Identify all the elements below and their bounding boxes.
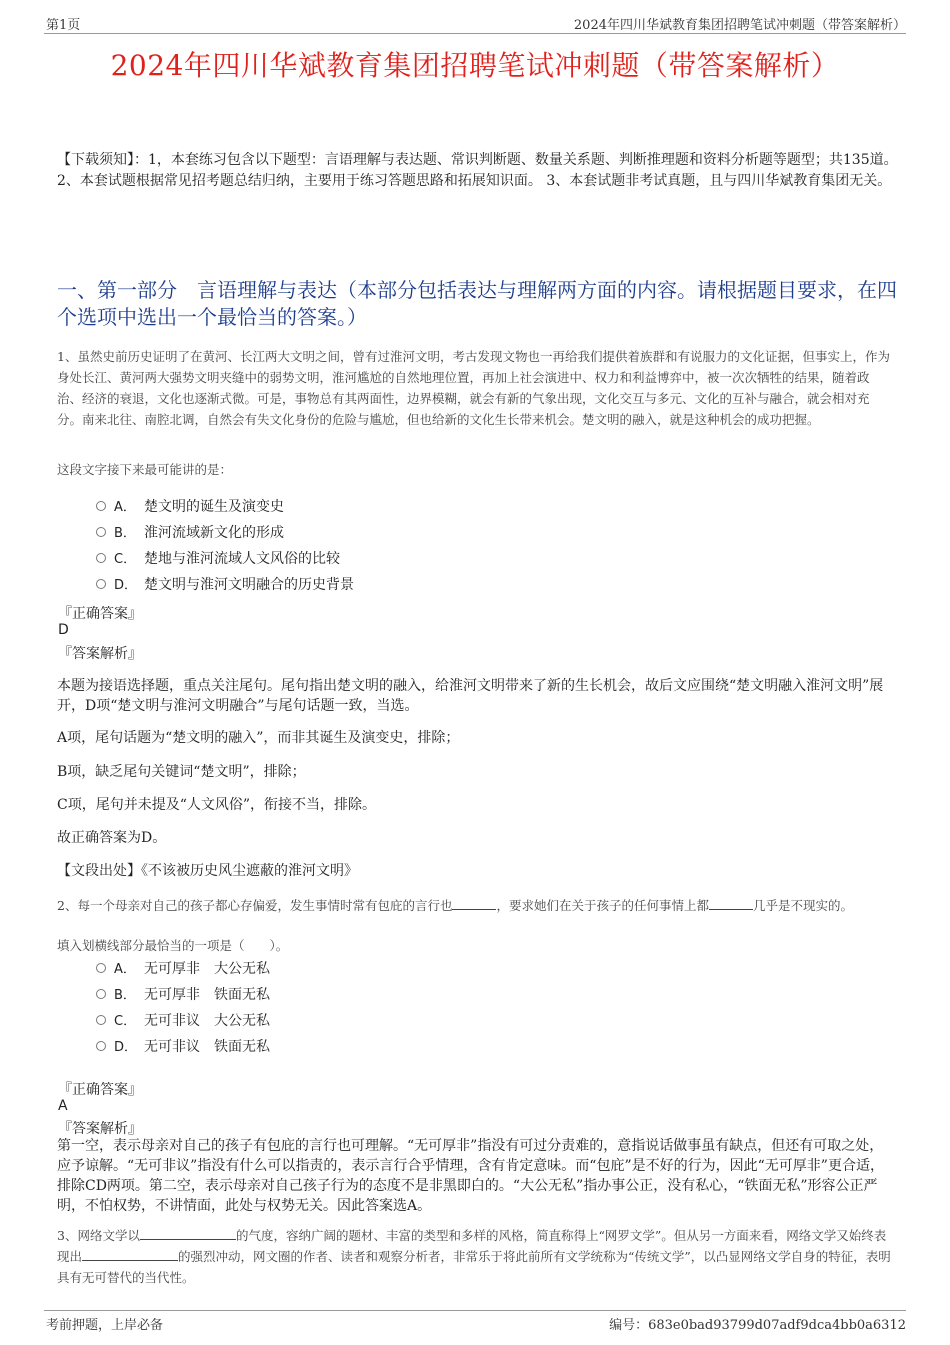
q3-stem: 3、网络文学以 的气度，容纳广阔的题材、丰富的类型和多样的风格，简直称得上“网罗文学”。但从另一方面来看，网络文学又始终表现出 的强烈冲动，网文圈的作者、读者和观察分析者，非常乐于将此前所有文学统称为“传统文学”，以凸显网络文学自身的特征，表明具有无可替代的当代性。 xyxy=(57,1225,892,1288)
q1-analysis-c: C项，尾句并未提及“人文风俗”，衔接不当，排除。 xyxy=(57,797,377,813)
radio-icon[interactable] xyxy=(96,1041,106,1051)
radio-icon[interactable] xyxy=(96,963,106,973)
footer-divider xyxy=(44,1310,906,1311)
q2-prompt: 填入划横线部分最恰当的一项是（ ）。 xyxy=(57,938,289,953)
q1-correct-answer-label: 『正确答案』 xyxy=(58,606,142,622)
footer-slogan: 考前押题，上岸必备 xyxy=(46,1318,164,1333)
page-title: 2024年四川华斌教育集团招聘笔试冲刺题（带答案解析） xyxy=(110,49,840,82)
q1-prompt: 这段文字接下来最可能讲的是： xyxy=(57,462,233,477)
q2-option-b[interactable]: B． 无可厚非 铁面无私 xyxy=(96,983,270,1007)
radio-icon[interactable] xyxy=(96,1015,106,1025)
q1-analysis-main: 本题为接语选择题，重点关注尾句。尾句指出楚文明的融入，给淮河文明带来了新的生长机会，故后文应围绕“楚文明融入淮河文明”展开，D项“楚文明与淮河文明融合”与尾句话题一致，当选。 xyxy=(57,678,884,714)
q1-source: 【文段出处】《不该被历史风尘遮蔽的淮河文明》 xyxy=(57,863,358,879)
q1-option-b[interactable]: B． 淮河流域新文化的形成 xyxy=(96,521,284,545)
q1-analysis-a: A项，尾句话题为“楚文明的融入”，而非其诞生及演变史，排除； xyxy=(57,730,460,746)
blank-1 xyxy=(140,1225,236,1240)
q1-analysis-b: B项，缺乏尾句关键词“楚文明”，排除； xyxy=(57,764,306,780)
radio-icon[interactable] xyxy=(96,527,106,537)
q1-analysis-conclusion: 故正确答案为D。 xyxy=(57,830,167,846)
q2-option-d[interactable]: D． 无可非议 铁面无私 xyxy=(96,1035,270,1059)
radio-icon[interactable] xyxy=(96,989,106,999)
q2-option-a[interactable]: A． 无可厚非 大公无私 xyxy=(96,957,270,981)
q1-option-c[interactable]: C． 楚地与淮河流域人文风俗的比较 xyxy=(96,547,340,571)
header-doc-title: 2024年四川华斌教育集团招聘笔试冲刺题（带答案解析） xyxy=(573,18,906,33)
radio-icon[interactable] xyxy=(96,553,106,563)
q1-stem: 1、虽然史前历史证明了在黄河、长江两大文明之间，曾有过淮河文明，考古发现文物也一再给我们提供着族群和有说服力的文化证据，但事实上，作为身处长江、黄河两大强势文明夹缝中的弱势文明，淮河尴尬的自然地理位置，再加上社会演进中、权力和利益博弈中，被一次次牺牲的结果，随着政治、经济的衰退，文化也逐渐式微。可是，事物总有其两面性，边界模糊，就会有新的气象出现，文化交互与多元、文化的互补与融合，就会相对充分。南来北往、南腔北调，自然会有失文化身份的危险与尴尬，但也给新的文化生长带来机会。楚文明的融入，就是这种机会的成功把握。 xyxy=(57,349,890,427)
footer-doc-id: 编号：683e0bad93799d07adf9dca4bb0a6312 xyxy=(609,1318,906,1333)
q1-option-a[interactable]: A． 楚文明的诞生及演变史 xyxy=(96,495,284,519)
page-number: 第1页 xyxy=(46,18,81,33)
blank-2 xyxy=(82,1246,178,1261)
blank-2 xyxy=(709,895,753,910)
section-heading: 一、第一部分 言语理解与表达（本部分包括表达与理解两方面的内容。请根据题目要求，在四个选项中选出一个最恰当的答案。） xyxy=(57,278,897,329)
q2-analysis-label: 『答案解析』 xyxy=(58,1121,142,1137)
q2-stem: 2、每一个母亲对自己的孩子都心存偏爱，发生事情时常有包庇的言行也 ，要求她们在关于孩子的任何事情上都 几乎是不现实的。 xyxy=(57,895,892,916)
radio-icon[interactable] xyxy=(96,579,106,589)
q2-answer: A xyxy=(58,1098,68,1114)
q2-correct-answer-label: 『正确答案』 xyxy=(58,1082,142,1098)
header-divider xyxy=(44,33,906,34)
download-notice: 【下载须知】：1，本套练习包含以下题型：言语理解与表达题、常识判断题、数量关系题、判断推理题和资料分析题等题型；共135道。 2、本套试题根据常见招考题总结归纳，主要用于练习答题思路和拓展知识面。 3、本套试题非考试真题，且与四川华斌教育集团无关。 xyxy=(57,152,898,189)
q1-option-d[interactable]: D． 楚文明与淮河文明融合的历史背景 xyxy=(96,573,354,597)
blank-1 xyxy=(452,895,496,910)
q1-answer: D xyxy=(58,622,69,638)
q2-analysis: 第一空，表示母亲对自己的孩子有包庇的言行也可理解。“无可厚非”指没有可过分责难的，意指说话做事虽有缺点，但还有可取之处，应予谅解。“无可非议”指没有什么可以指责的，表示言行合乎情理，含有肯定意味。而“包庇”是不好的行为，因此“无可厚非”更合适，排除CD两项。第二空，表示母亲对自己孩子行为的态度不是非黑即白的。“大公无私”指办事公正，没有私心，“铁面无私”形容公正严明，不怕权势，不讲情面，此处与权势无关。因此答案选A。 xyxy=(57,1138,884,1214)
q1-analysis-label: 『答案解析』 xyxy=(58,646,142,662)
radio-icon[interactable] xyxy=(96,501,106,511)
q2-option-c[interactable]: C． 无可非议 大公无私 xyxy=(96,1009,270,1033)
